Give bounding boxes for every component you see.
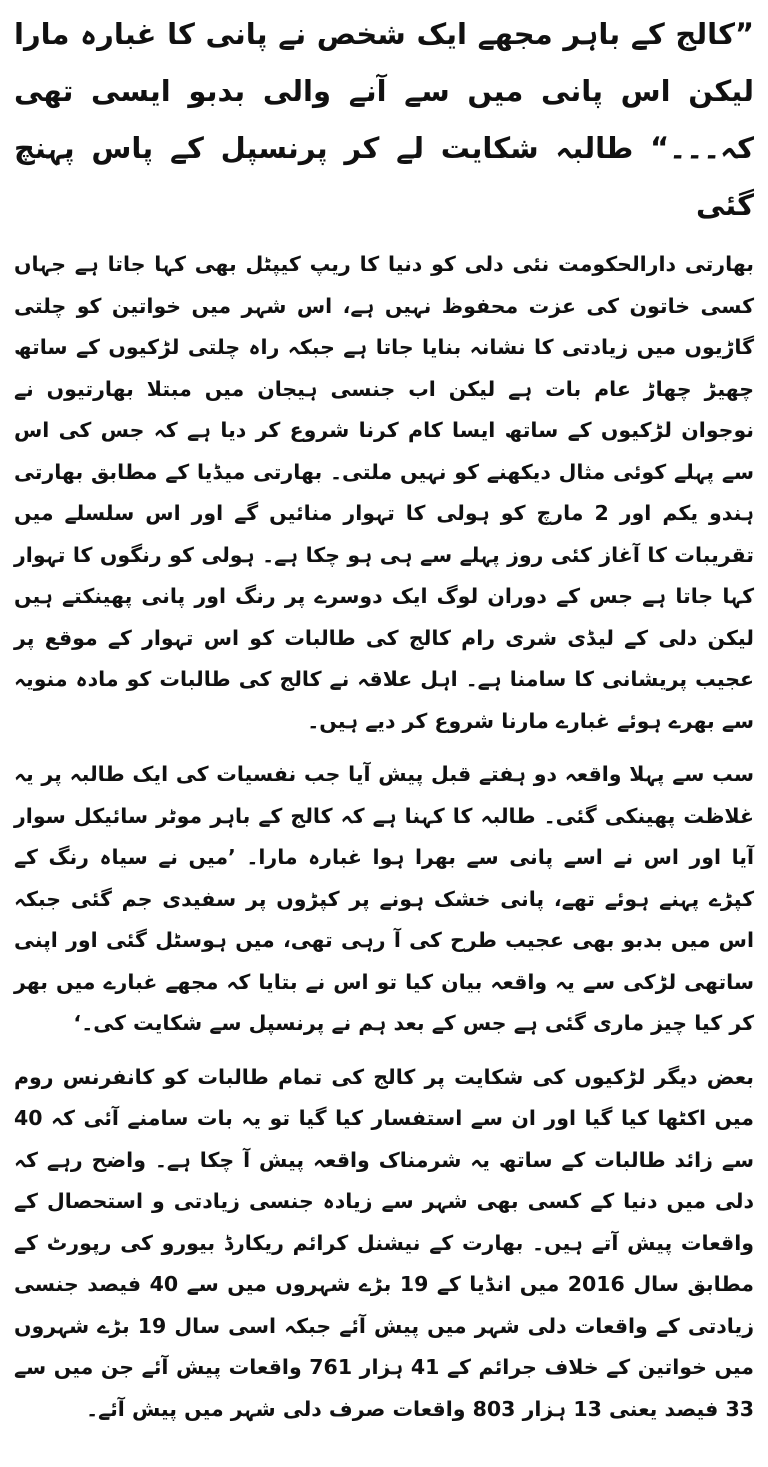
article — [14, 0, 754, 1430]
article-paragraph-3: بعض دیگر لڑکیوں کی شکایت پر کالج کی تمام طالبات کو کانفرنس روم میں اکٹھا کیا گیا اور ان سے استفسار کیا گیا تو یہ بات سامنے آئی کہ 40 سے زائد طالبات کے ساتھ یہ شرمناک واقعہ پیش آ چکا ہے۔ واضح رہے کہ دلی میں دنیا کے کسی بھی شہر سے زیادہ جنسی زیادتی و استحصال کے واقعات پیش آتے ہیں۔ بھارت کے نیشنل کرائم ریکارڈ بیورو کی رپورٹ کے مطابق سال 2016 میں انڈیا کے 19 بڑے شہروں میں سے 40 فیصد جنسی زیادتی کے واقعات دلی شہر میں پیش آئے جبکہ اسی سال 19 بڑے شہروں میں خواتین کے خلاف جرائم کے 41 ہزار 761 واقعات پیش آئے جن میں سے 33 فیصد یعنی 13 ہزار 803 واقعات صرف دلی شہر میں پیش آئے۔ — [14, 1064, 754, 1421]
article-paragraph-1: بھارتی دارالحکومت نئی دلی کو دنیا کا ریپ کیپٹل بھی کہا جاتا ہے جہاں کسی خاتون کی عزت محفوظ نہیں ہے، اس شہر میں خواتین کو چلتی گاڑیوں میں زیادتی کا نشانہ بنایا جاتا ہے جبکہ راہ چلتی لڑکیوں کے ساتھ چھیڑ چھاڑ عام بات ہے لیکن اب جنسی ہیجان میں مبتلا بھارتیوں نے نوجوان لڑکیوں کے ساتھ ایسا کام کرنا شروع کر دیا ہے کہ جس کی اس سے پہلے کوئی مثال دیکھنے کو نہیں ملتی۔ بھارتی میڈیا کے مطابق بھارتی ہندو یکم اور 2 مارچ کو ہولی کا تہوار منائیں گے اور اس سلسلے میں تقریبات کا آغاز کئی روز پہلے سے ہی ہو چکا ہے۔ ہولی کو رنگوں کا تہوار کہا جاتا ہے جس کے دوران لوگ ایک دوسرے پر رنگ اور پانی پھینکتے ہیں لیکن دلی کے لیڈی شری رام کالج کی طالبات کو اس تہوار کے موقع پر عجیب پریشانی کا سامنا ہے۔ اہل علاقہ نے کالج کی طالبات کو مادہ منویہ سے بھرے ہوئے غبارے مارنا شروع کر دیے ہیں۔ — [14, 252, 754, 733]
article-paragraph-2: سب سے پہلا واقعہ دو ہفتے قبل پیش آیا جب نفسیات کی ایک طالبہ پر یہ غلاظت پھینکی گئی۔ طالبہ کا کہنا ہے کہ کالج کے باہر موٹر سائیکل سوار آیا اور اس نے اسے پانی سے بھرا ہوا غبارہ مارا۔ ’میں نے سیاہ رنگ کے کپڑے پہنے ہوئے تھے، پانی خشک ہونے پر کپڑوں پر سفیدی جم گئی جبکہ اس میں بدبو بھی عجیب طرح کی آ رہی تھی، میں ہوسٹل گئی اور اپنی ساتھی لڑکی سے یہ واقعہ بیان کیا تو اس نے بتایا کہ مجھے غبارے میں بھر کر کیا چیز ماری گئی ہے جس کے بعد ہم نے پرنسپل سے شکایت کی۔‘ — [14, 762, 754, 1035]
article-headline: ”کالج کے باہر مجھے ایک شخص نے پانی کا غبارہ مارا لیکن اس پانی میں سے آنے والی بدبو ایسی تھی کہ۔۔۔“ طالبہ شکایت لے کر پرنسپل کے پاس پہنچ گئی — [14, 17, 754, 222]
